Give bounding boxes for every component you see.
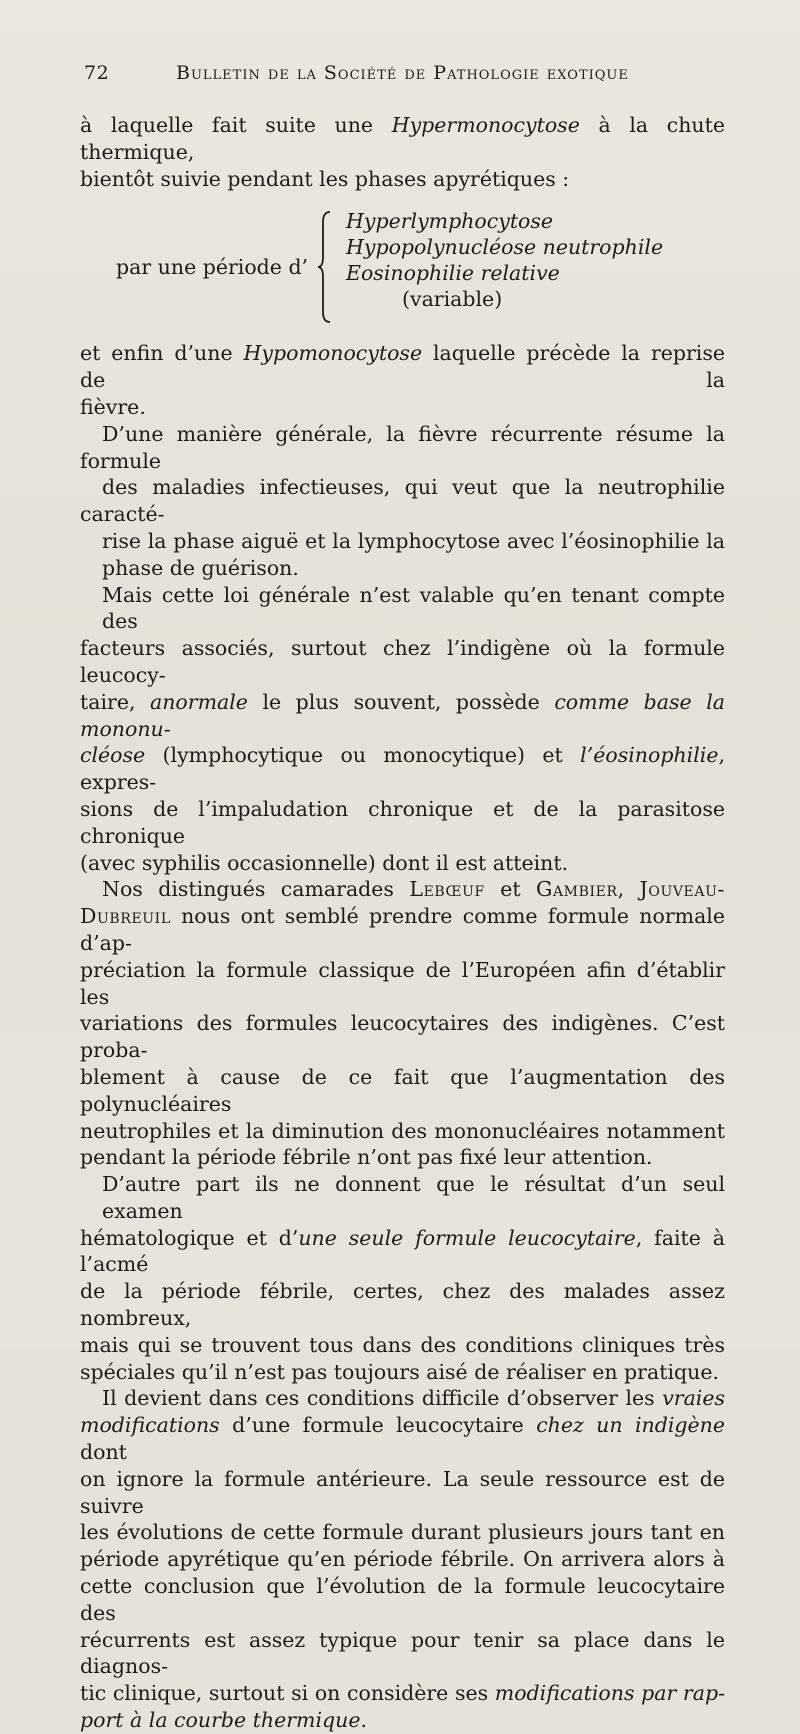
text-line: taire, anormale le plus souvent, possède comme base la mononu- — [80, 689, 725, 741]
author-name: Dubreuil — [80, 904, 171, 929]
page-number: 72 — [84, 62, 110, 84]
text-line: et enfin d’une Hypomonocytose laquelle précède la reprise de la — [80, 341, 726, 393]
text-line: (avec syphilis occasionnelle) dont il est atteint. — [80, 850, 569, 875]
text-line: cléose (lymphocytique ou monocytique) et l’éosinophilie, expres- — [80, 743, 725, 795]
curly-brace-icon — [318, 210, 332, 324]
author-name: Gambier — [536, 877, 618, 902]
text-line: de la période fébrile, certes, chez des malades assez nombreux, — [80, 1279, 725, 1331]
text-line: modifications d’une formule leucocytaire chez un indigène dont — [80, 1413, 725, 1465]
text-line: période apyrétique qu’en période fébrile. On arrivera alors à — [80, 1547, 725, 1572]
paragraph-intro — [80, 112, 725, 192]
text-line: blement à cause de ce fait que l’augmentation des polynucléaires — [80, 1064, 725, 1116]
text-line: Mais cette loi générale n’est valable qu’en tenant compte des — [102, 582, 725, 634]
text-line: à laquelle fait suite une Hypermonocytose à la chute thermique, — [80, 113, 725, 164]
running-title: Bulletin de la Société de Pathologie exotique — [176, 62, 629, 84]
text-line: Nos distingués camarades Lebœuf et Gambier, Jouveau- — [102, 877, 726, 902]
brace-item: Hyperlymphocytose — [346, 209, 554, 234]
text-line: port à la courbe thermique. — [80, 1708, 368, 1733]
text-line: les évolutions de cette formule durant plusieurs jours tant en — [80, 1520, 725, 1545]
text-line: variations des formules leucocytaires des indigènes. C’est proba- — [80, 1011, 725, 1063]
paragraph-nos — [80, 876, 725, 1171]
paragraph-loi — [80, 582, 725, 877]
text-line: des maladies infectieuses, qui veut que la neutrophilie caracté- — [80, 475, 725, 527]
text-line: spéciales qu’il n’est pas toujours aisé de réaliser en pratique. — [80, 1359, 719, 1384]
text-line: Il devient dans ces conditions difficile d’observer les vraies — [102, 1386, 725, 1411]
text-line: préciation la formule classique de l’Européen afin d’établir les — [80, 957, 725, 1009]
text-line: fièvre. — [80, 394, 146, 419]
author-name: Lebœuf — [409, 877, 485, 902]
paragraph-enfin — [80, 340, 725, 420]
brace-item: Hypopolynucléose neutrophile — [346, 235, 664, 260]
brace-items — [346, 208, 663, 312]
brace-list — [80, 208, 725, 328]
paragraph-devient — [80, 1385, 725, 1733]
text-line: pendant la période fébrile n’ont pas fixé leur attention. — [80, 1145, 653, 1170]
text-line: tic clinique, surtout si on considère ses modifications par rap- — [80, 1681, 725, 1706]
brace-item: Eosinophilie relative — [346, 261, 560, 286]
author-name: Jouveau- — [639, 877, 726, 902]
text-line: rise la phase aiguë et la lymphocytose avec l’éosinophilie la — [102, 528, 725, 553]
text-line: bientôt suivie pendant les phases apyrétiques : — [80, 166, 570, 191]
text-line: cette conclusion que l’évolution de la formule leucocytaire des — [80, 1574, 725, 1625]
text-line: hématologique et d’une seule formule leucocytaire, faite à l’acmé — [80, 1225, 725, 1277]
page-header — [84, 62, 644, 92]
text-line: mais qui se trouvent tous dans des conditions cliniques très — [80, 1332, 725, 1357]
text-line: on ignore la formule antérieure. La seule ressource est de suivre — [80, 1466, 725, 1518]
text-line: phase de guérison. — [102, 555, 299, 580]
text-line: D’autre part ils ne donnent que le résultat d’un seul examen — [102, 1172, 725, 1223]
brace-note: (variable) — [402, 287, 503, 312]
paragraph-autre — [80, 1171, 725, 1385]
text-line: D’une manière générale, la fièvre récurrente résume la formule — [80, 421, 725, 473]
text-line: facteurs associés, surtout chez l’indigène où la formule leucocy- — [80, 636, 725, 687]
text-line: sions de l’impaludation chronique et de la parasitose chronique — [80, 796, 725, 848]
text-line: Dubreuil nous ont semblé prendre comme formule normale d’ap- — [80, 904, 725, 955]
text-line: neutrophiles et la diminution des mononucléaires notamment — [80, 1118, 725, 1143]
text-line: récurrents est assez typique pour tenir sa place dans le diagnos- — [80, 1627, 725, 1679]
paragraph-maniere — [80, 421, 725, 582]
brace-lead-text: par une période d’ — [116, 255, 309, 280]
body-text — [80, 112, 725, 1734]
